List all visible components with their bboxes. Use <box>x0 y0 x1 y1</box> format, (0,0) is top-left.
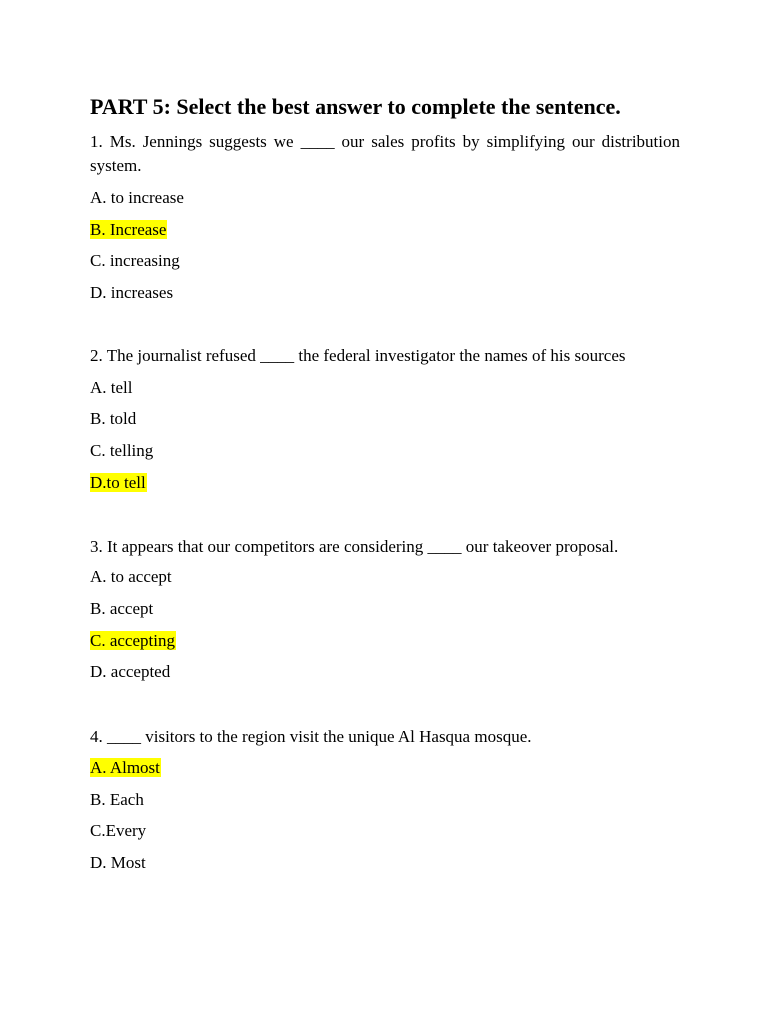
highlighted-answer: D.to tell <box>90 473 146 492</box>
highlighted-answer: C. accepting <box>90 631 175 650</box>
highlighted-answer: B. Increase <box>90 220 167 239</box>
question-2-option-c: C. telling <box>90 441 154 460</box>
question-1-option-b <box>90 219 167 241</box>
question-2-text: 2. The journalist refused ____ the federal investigator the names of his sources <box>90 346 626 365</box>
page-title: PART 5: Select the best answer to complete the sentence. <box>90 94 621 119</box>
question-4-option-b: B. Each <box>90 790 144 809</box>
question-2-option-d <box>90 472 147 494</box>
question-3-text: 3. It appears that our competitors are considering ____ our takeover proposal. <box>90 537 619 556</box>
question-3-option-a: A. to accept <box>90 567 172 586</box>
question-4-option-d: D. Most <box>90 853 146 872</box>
question-4-text: 4. ____ visitors to the region visit the unique Al Hasqua mosque. <box>90 727 532 746</box>
question-4-option-c: C.Every <box>90 821 147 840</box>
question-4-option-a <box>90 757 161 779</box>
question-1-text: 1. Ms. Jennings suggests we ____ our sales profits by simplifying our distribution system. <box>90 132 680 175</box>
question-2-option-a: A. tell <box>90 378 133 397</box>
question-3-option-c <box>90 630 176 652</box>
question-2-option-b: B. told <box>90 409 137 428</box>
question-1-option-a: A. to increase <box>90 188 184 207</box>
highlighted-answer: A. Almost <box>90 758 160 777</box>
question-3-option-b: B. accept <box>90 599 154 618</box>
question-3-option-d: D. accepted <box>90 662 171 681</box>
question-1-option-c: C. increasing <box>90 251 180 270</box>
question-1-option-d: D. increases <box>90 283 174 302</box>
